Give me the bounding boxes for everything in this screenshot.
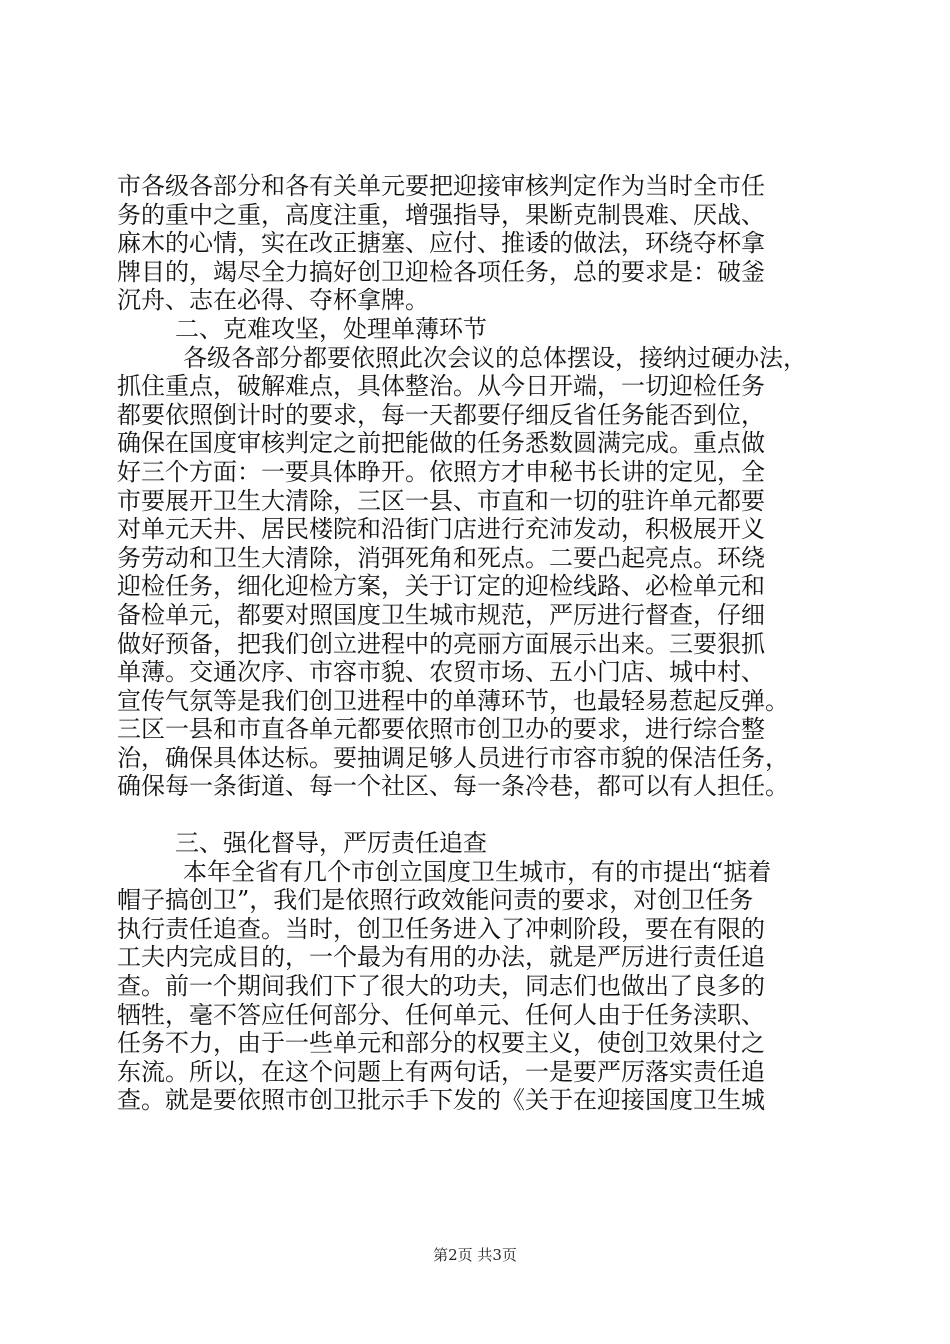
text-line: 市各级各部分和各有关单元要把迎接审核判定作为当时全市任 <box>117 172 765 200</box>
text-line: 治，确保具体达标。要抽调足够人员进行市容市貌的保洁任务， <box>117 743 789 772</box>
text-line: 查。就是要依照市创卫批示手下发的《关于在迎接国度卫生城 <box>117 1086 765 1115</box>
text-line: 做好预备，把我们创立进程中的亮丽方面展示出来。三要狠抓 <box>117 629 765 658</box>
text-line: 务的重中之重，高度注重，增强指导，果断克制畏难、厌战、 <box>117 200 765 229</box>
text-line: 务劳动和卫生大清除，消弭死角和死点。二要凸起亮点。环绕 <box>117 543 765 572</box>
text-line: 任务不力，由于一些单元和部分的权要主义，使创卫效果付之 <box>117 1029 765 1058</box>
text-line: 迎检任务，细化迎检方案，关于订定的迎检线路、必检单元和 <box>117 572 765 601</box>
blank-line <box>117 801 837 829</box>
text-line: 好三个方面：一要具体睁开。依照方才申秘书长讲的定见，全 <box>117 457 765 486</box>
text-line: 市要展开卫生大清除，三区一县、市直和一切的驻许单元都要 <box>117 486 765 515</box>
text-line: 本年全省有几个市创立国度卫生城市，有的市提出“掂着 <box>183 857 772 886</box>
text-line: 备检单元，都要对照国度卫生城市规范，严厉进行督查，仔细 <box>117 600 765 629</box>
text-line: 宣传气氛等是我们创卫进程中的单薄环节，也最轻易惹起反弹。 <box>117 686 789 715</box>
text-line: 抓住重点，破解难点，具体整治。从今日开端，一切迎检任务 <box>117 372 765 401</box>
text-line: 都要依照倒计时的要求，每一天都要仔细反省任务能否到位， <box>117 400 765 429</box>
document-body <box>117 172 837 1115</box>
text-line: 帽子搞创卫”，我们是依照行政效能问责的要求，对创卫任务 <box>117 886 754 915</box>
text-line: 三区一县和市直各单元都要依照市创卫办的要求，进行综合整 <box>117 715 765 744</box>
text-line: 对单元天井、居民楼院和沿街门店进行充沛发动，积极展开义 <box>117 515 765 544</box>
page-footer <box>0 1244 950 1265</box>
text-line: 麻木的心情，实在改正搪塞、应付、推诿的做法，环绕夺杯拿 <box>117 229 765 258</box>
page-indicator: 第2页 共3页 <box>433 1246 517 1264</box>
text-line: 单薄。交通次序、市容市貌、农贸市场、五小门店、城中村、 <box>117 658 765 687</box>
text-line: 牌目的，竭尽全力搞好创卫迎检各项任务，总的要求是：破釜 <box>117 257 765 286</box>
text-line: 东流。所以，在这个问题上有两句话，一是要严厉落实责任追 <box>117 1057 765 1086</box>
section-heading: 二、克难攻坚，处理单薄环节 <box>175 314 487 343</box>
text-line: 执行责任追查。当时，创卫任务进入了冲刺阶段，要在有限的 <box>117 914 765 943</box>
text-line: 确保在国度审核判定之前把能做的任务悉数圆满完成。重点做 <box>117 429 765 458</box>
text-line: 牺牲，毫不答应任何部分、任何单元、任何人由于任务渎职、 <box>117 1000 765 1029</box>
text-line: 沉舟、志在必得、夺杯拿牌。 <box>117 286 429 315</box>
text-line: 查。前一个期间我们下了很大的功夫，同志们也做出了良多的 <box>117 972 765 1001</box>
text-line: 确保每一条街道、每一个社区、每一条冷巷，都可以有人担任。 <box>117 772 789 801</box>
text-line: 各级各部分都要依照此次会议的总体摆设，接纳过硬办法， <box>183 343 807 372</box>
section-heading: 三、强化督导，严厉责任追查 <box>175 829 487 858</box>
text-line: 工夫内完成目的，一个最为有用的办法，就是严厉进行责任追 <box>117 943 765 972</box>
